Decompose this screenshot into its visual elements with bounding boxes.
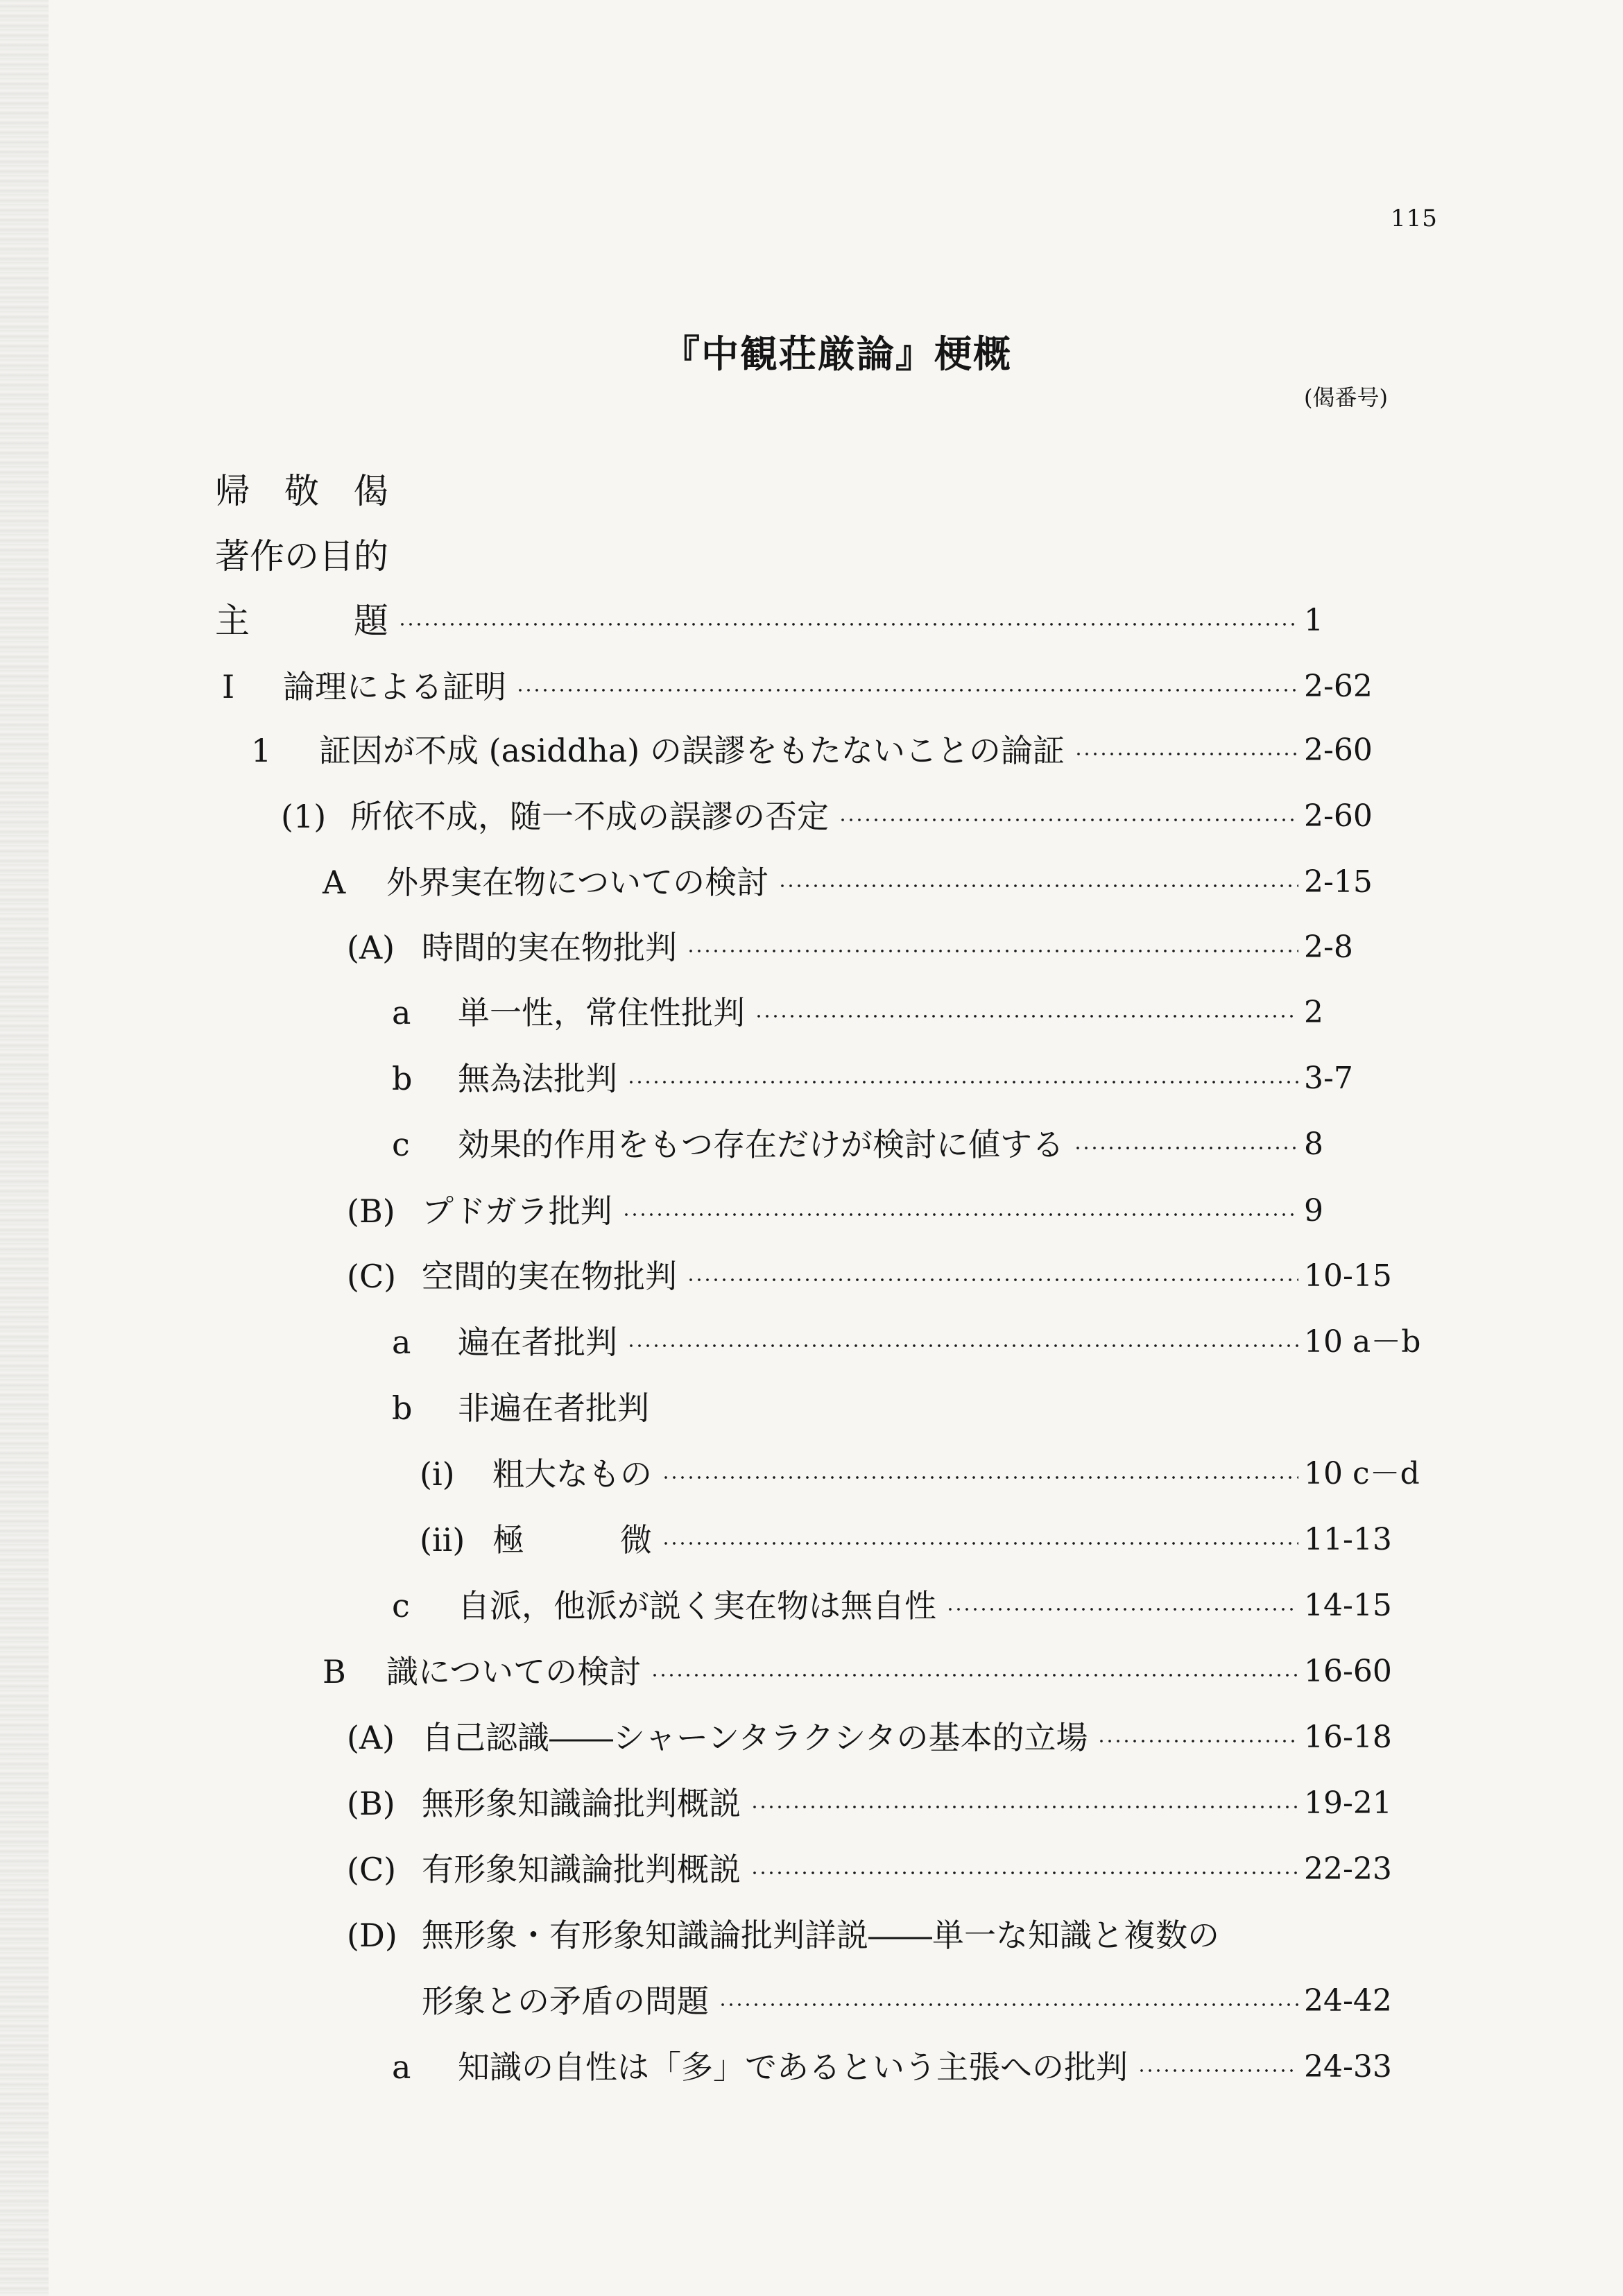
toc-marker: B: [323, 1653, 346, 1690]
toc-label: 論理による証明: [283, 668, 506, 705]
toc-label: 無形象・有形象知識論批判詳説――単一な知識と複数の: [422, 1917, 1219, 1954]
toc-entry: [347, 1717, 1394, 1758]
toc-label: 有形象知識論批判概説: [422, 1851, 741, 1888]
toc-entry: [420, 1519, 1394, 1561]
toc-entry: [347, 927, 1394, 968]
dot-leader: [1097, 1739, 1298, 1743]
toc-label: 識についての検討: [386, 1653, 642, 1690]
toc-marker: b: [392, 1389, 413, 1427]
toc-label: 主 題: [215, 601, 388, 641]
dot-leader: [627, 1080, 1298, 1084]
toc-entry: [215, 536, 1394, 577]
toc-label: 時間的実在物批判: [422, 929, 677, 966]
toc-entry: [347, 1190, 1394, 1232]
toc-label: 遍在者批判: [458, 1323, 617, 1361]
toc-page-range: 10 c－d: [1304, 1456, 1420, 1491]
toc-page-range: 22-23: [1304, 1851, 1392, 1887]
toc-entry: [347, 1256, 1394, 1297]
toc-label: 無形象知識論批判概説: [422, 1785, 741, 1822]
toc-entry: [323, 862, 1394, 903]
toc-page-range: 11-13: [1304, 1522, 1392, 1557]
toc-marker: c: [392, 1126, 410, 1163]
toc-page-range: 10-15: [1304, 1258, 1392, 1294]
toc-label: 証因が不成 (asiddha) の誤謬をもたないことの論証: [319, 732, 1065, 769]
dot-leader: [1137, 2068, 1298, 2073]
toc-entry: [215, 470, 1394, 512]
toc-label: 粗大なもの: [492, 1455, 652, 1493]
toc-marker: a: [392, 1323, 411, 1361]
toc-entry: [215, 600, 1394, 642]
toc-label: 単一性，常住性批判: [458, 994, 745, 1031]
toc-label: 極 微: [492, 1521, 652, 1559]
toc-entry: [392, 2046, 1394, 2088]
toc-marker: (i): [420, 1455, 455, 1493]
toc-page-range: 2-60: [1304, 733, 1373, 768]
dot-leader: [687, 1278, 1298, 1282]
dot-leader: [1074, 752, 1298, 756]
dot-leader: [516, 688, 1298, 692]
dot-leader: [946, 1607, 1298, 1611]
toc-label: 空間的実在物批判: [422, 1258, 677, 1295]
toc-page-range: 2-60: [1304, 798, 1373, 834]
toc-label: プドガラ批判: [422, 1192, 612, 1230]
toc-label: 自派，他派が説く実在物は無自性: [458, 1587, 936, 1625]
toc-entry: [323, 1651, 1394, 1693]
dot-leader: [627, 1344, 1298, 1348]
toc-page-range: 3-7: [1304, 1061, 1353, 1096]
dot-leader: [622, 1213, 1298, 1217]
dot-leader: [750, 1871, 1298, 1875]
toc-entry: [281, 796, 1394, 837]
toc-entry: [392, 1124, 1394, 1165]
toc-marker: (ii): [420, 1521, 465, 1559]
dot-leader: [778, 884, 1298, 888]
toc-page-range: 2-8: [1304, 929, 1353, 965]
toc-label: 知識の自性は「多」であるという主張への批判: [458, 2048, 1128, 2086]
toc-label: 非遍在者批判: [458, 1389, 649, 1427]
toc-entry: [420, 1453, 1436, 1495]
toc-marker: a: [392, 994, 411, 1031]
toc-marker: (C): [347, 1258, 397, 1295]
toc-page-range: 16-60: [1304, 1654, 1392, 1689]
toc-page-range: 14-15: [1304, 1588, 1392, 1623]
toc-marker: I: [222, 668, 235, 705]
toc-page-range: 9: [1304, 1193, 1323, 1228]
toc-entry: [251, 730, 1394, 771]
toc-label: 著作の目的: [215, 536, 388, 576]
dot-leader: [750, 1805, 1298, 1809]
toc-entry: [347, 1914, 1394, 1956]
toc-label: 無為法批判: [458, 1060, 617, 1097]
toc-marker: (A): [347, 929, 395, 966]
dot-leader: [662, 1475, 1298, 1480]
dot-leader: [662, 1541, 1298, 1545]
toc-entry: [392, 992, 1394, 1034]
toc-page-range: 1: [1304, 603, 1323, 638]
toc-page-range: 10 a－b: [1304, 1324, 1421, 1360]
toc-marker: (1): [281, 798, 327, 835]
toc-page-range: 8: [1304, 1126, 1323, 1162]
toc-page-range: 2: [1304, 995, 1323, 1030]
toc-entry: [392, 1321, 1436, 1363]
dot-leader: [719, 2003, 1298, 2007]
toc-page-range: 16-18: [1304, 1720, 1392, 1755]
dot-leader: [687, 949, 1298, 953]
dot-leader: [1074, 1146, 1298, 1150]
toc-entry: [422, 1980, 1394, 2022]
toc-page-range: 24-42: [1304, 1983, 1392, 2019]
toc-marker: (B): [347, 1785, 395, 1822]
toc-entry: [392, 1387, 1394, 1429]
toc-entry: [392, 1585, 1394, 1627]
toc-page-range: 2-15: [1304, 864, 1373, 900]
toc-page-range: 2-62: [1304, 669, 1373, 704]
dot-leader: [398, 622, 1298, 626]
verse-number-note: (偈番号): [1304, 384, 1388, 411]
toc-label: 自己認識――シャーンタラクシタの基本的立場: [422, 1719, 1088, 1756]
page-title: 『中観荘厳論』梗概: [662, 332, 1012, 376]
toc-entry: [347, 1783, 1394, 1824]
toc-label: 帰 敬 偈: [215, 471, 388, 511]
dot-leader: [651, 1673, 1298, 1677]
toc-entry: [392, 1058, 1394, 1099]
toc-marker: (B): [347, 1192, 395, 1230]
toc-marker: a: [392, 2048, 411, 2086]
toc-marker: c: [392, 1587, 410, 1625]
toc-page-range: 24-33: [1304, 2049, 1392, 2084]
page-number: 115: [1391, 205, 1438, 232]
toc-label: 形象との矛盾の問題: [422, 1982, 709, 2020]
toc-entry: [347, 1849, 1394, 1890]
toc-page-range: 19-21: [1304, 1785, 1392, 1821]
dot-leader: [839, 818, 1298, 822]
toc-label: 外界実在物についての検討: [386, 864, 769, 901]
toc-marker: b: [392, 1060, 413, 1097]
toc-entry: [222, 666, 1394, 708]
toc-marker: A: [323, 864, 346, 901]
dot-leader: [755, 1014, 1298, 1018]
toc-label: 効果的作用をもつ存在だけが検討に値する: [458, 1126, 1064, 1163]
toc-marker: 1: [251, 732, 272, 769]
toc-marker: (A): [347, 1719, 395, 1756]
toc-marker: (D): [347, 1917, 397, 1954]
toc-label: 所依不成，随一不成の誤謬の否定: [350, 798, 829, 835]
toc-marker: (C): [347, 1851, 397, 1888]
